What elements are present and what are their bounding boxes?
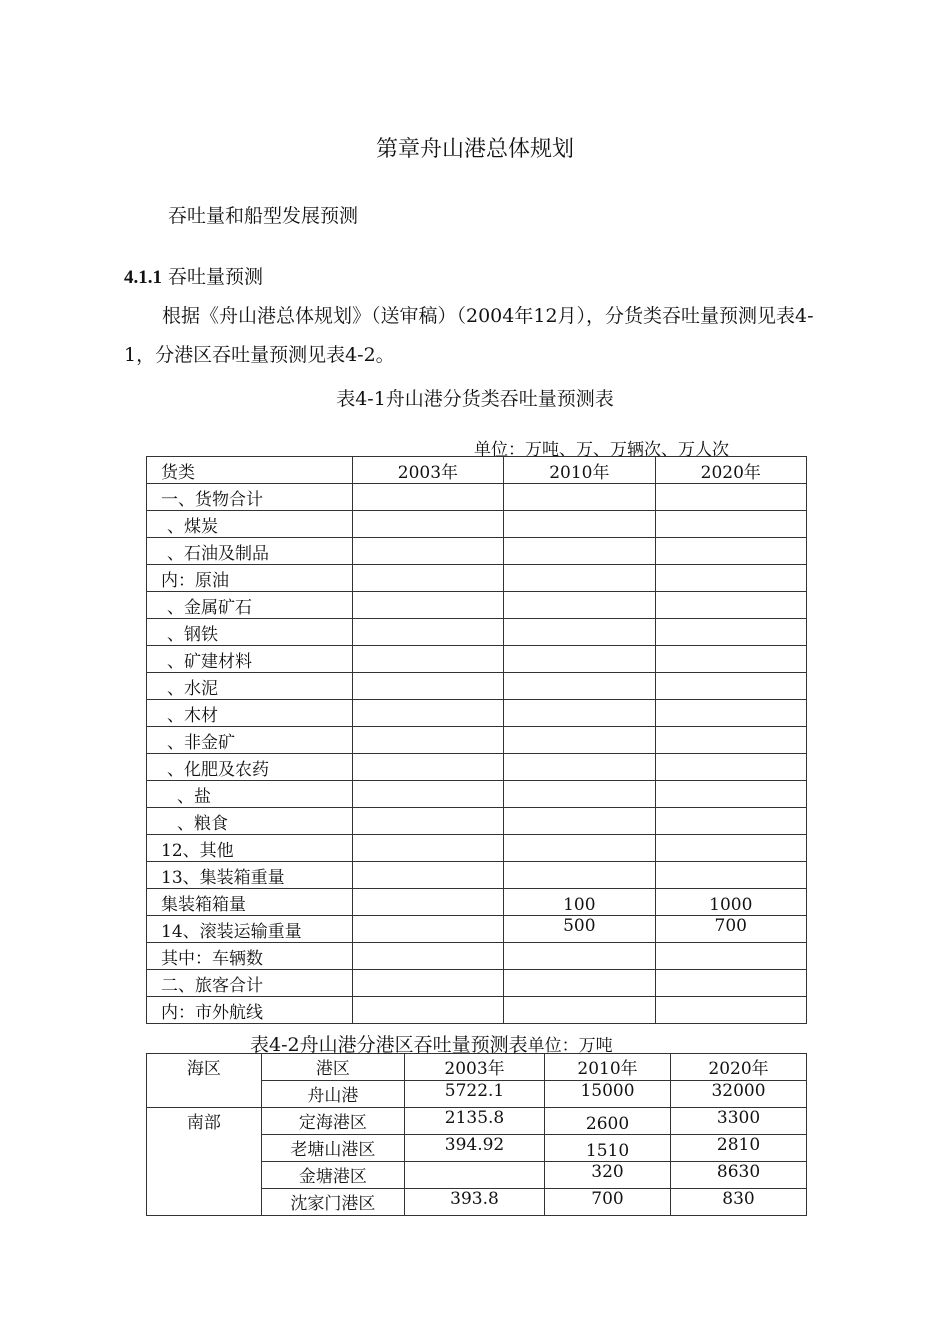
table2-header-row [147, 1054, 807, 1081]
table2-cell: 32000 [671, 1081, 807, 1108]
table1-row [147, 511, 807, 538]
table1-category-cell: 14、滚装运输重量 [147, 916, 353, 943]
table1-value-cell [504, 565, 655, 592]
table1-row [147, 619, 807, 646]
table1-value-cell [655, 592, 806, 619]
table2-cell: 320 [544, 1162, 670, 1189]
body-paragraph: 根据《舟山港总体规划》（送审稿）（2004年12月），分货类吞吐量预测见表4-1，分港区吞吐量预测见表4-2。 [124, 305, 814, 366]
table1-category-cell: 、非金矿 [147, 727, 353, 754]
table1-value-cell [655, 646, 806, 673]
table1-row [147, 646, 807, 673]
table1-category-cell: 货类 [147, 457, 353, 484]
table1-value-cell [352, 538, 503, 565]
table1-value-cell [504, 484, 655, 511]
section-heading: 吞吐量和船型发展预测 [168, 205, 359, 227]
table1-value-cell: 500 [504, 916, 655, 943]
table1-value-cell [352, 754, 503, 781]
table1-category-cell: 、木材 [147, 700, 353, 727]
table1-category-cell: 一、货物合计 [147, 484, 353, 511]
table1-category-cell: 、粮食 [147, 808, 353, 835]
table1-category-cell: 、煤炭 [147, 511, 353, 538]
table1-row [147, 862, 807, 889]
table1-category-cell: 、钢铁 [147, 619, 353, 646]
table1-value-cell [504, 835, 655, 862]
table1-value-cell [655, 997, 806, 1024]
table1-row [147, 916, 807, 943]
table1-value-cell [655, 754, 806, 781]
table1-value-cell [504, 997, 655, 1024]
table2-row [147, 1108, 807, 1135]
table1-value-cell [504, 754, 655, 781]
table1-row [147, 754, 807, 781]
table1-value-cell [352, 592, 503, 619]
table2-cell: 700 [544, 1189, 670, 1216]
table1-value-cell [655, 673, 806, 700]
table1-value-cell [352, 511, 503, 538]
table2-cell: 3300 [671, 1108, 807, 1135]
table2-header-cell: 2020年 [671, 1054, 807, 1081]
table1-row [147, 484, 807, 511]
table1-header-row [147, 457, 807, 484]
table1-row [147, 970, 807, 997]
table1-value-cell [504, 727, 655, 754]
table1-value-cell: 1000 [655, 889, 806, 916]
table1-value-cell: 2010年 [504, 457, 655, 484]
table1-row [147, 889, 807, 916]
table2-cell [405, 1162, 545, 1189]
table1-category-cell: 、金属矿石 [147, 592, 353, 619]
table1-value-cell [655, 511, 806, 538]
table1-row [147, 538, 807, 565]
table1-value-cell [352, 997, 503, 1024]
table1-value-cell [352, 943, 503, 970]
table1-value-cell [352, 619, 503, 646]
table2-cell: 2810 [671, 1135, 807, 1162]
table1-value-cell [504, 781, 655, 808]
table1-value-cell [655, 727, 806, 754]
table1-category-cell: 、化肥及农药 [147, 754, 353, 781]
table1-value-cell [504, 673, 655, 700]
table1-value-cell [352, 835, 503, 862]
table1-value-cell [352, 781, 503, 808]
table2-header-cell: 2003年 [405, 1054, 545, 1081]
table1-caption: 表4-1舟山港分货类吞吐量预测表 [336, 388, 614, 410]
table1-row [147, 943, 807, 970]
table1-row [147, 727, 807, 754]
table1-value-cell [504, 511, 655, 538]
table2-cell: 8630 [671, 1162, 807, 1189]
table2-cell: 金塘港区 [261, 1162, 404, 1189]
table1-value-cell [504, 700, 655, 727]
table2-cell: 定海港区 [261, 1108, 404, 1135]
table1-value-cell: 2020年 [655, 457, 806, 484]
table2-header-cell: 2010年 [544, 1054, 670, 1081]
table1-value-cell [655, 700, 806, 727]
table1-row [147, 700, 807, 727]
subsection-heading [124, 262, 263, 289]
port-area-forecast-table [146, 1053, 807, 1216]
subsection-title: 吞吐量预测 [168, 266, 264, 288]
subsection-number: 4.1.1 [124, 267, 162, 288]
table1-row [147, 673, 807, 700]
table1-value-cell: 700 [655, 916, 806, 943]
table2-cell: 393.8 [405, 1189, 545, 1216]
table2-cell: 394.92 [405, 1135, 545, 1162]
table1-value-cell [655, 808, 806, 835]
table2-cell: 1510 [544, 1135, 670, 1162]
table1-value-cell [352, 484, 503, 511]
table1-category-cell: 其中：车辆数 [147, 943, 353, 970]
table1-value-cell [352, 565, 503, 592]
table1-value-cell [352, 862, 503, 889]
table2-cell: 沈家门港区 [261, 1189, 404, 1216]
table1-value-cell [655, 565, 806, 592]
table1-category-cell: 、盐 [147, 781, 353, 808]
table1-value-cell [504, 619, 655, 646]
page-title: 第章舟山港总体规划 [375, 137, 574, 162]
table1-value-cell [504, 538, 655, 565]
table2-unit: 单位：万吨 [527, 1036, 613, 1056]
table1-category-cell: 、矿建材料 [147, 646, 353, 673]
table1-value-cell [352, 646, 503, 673]
table1-value-cell: 100 [504, 889, 655, 916]
table2-cell: 舟山港 [261, 1081, 404, 1108]
table1-value-cell [655, 970, 806, 997]
table1-value-cell [504, 808, 655, 835]
table2-cell: 5722.1 [405, 1081, 545, 1108]
table1-row [147, 997, 807, 1024]
table1-value-cell [655, 835, 806, 862]
table1-category-cell: 、石油及制品 [147, 538, 353, 565]
table1-value-cell [504, 862, 655, 889]
table1-value-cell [352, 916, 503, 943]
table1-value-cell [352, 889, 503, 916]
table1-value-cell [655, 484, 806, 511]
table1-category-cell: 集装箱箱量 [147, 889, 353, 916]
table1-category-cell: 12、其他 [147, 835, 353, 862]
table2-header-cell: 港区 [261, 1054, 404, 1081]
table1-value-cell [352, 673, 503, 700]
table2-cell: 2600 [544, 1108, 670, 1135]
table1-category-cell: 、水泥 [147, 673, 353, 700]
table1-value-cell [352, 970, 503, 997]
table1-category-cell: 13、集装箱重量 [147, 862, 353, 889]
table1-value-cell [655, 862, 806, 889]
table2-caption: 表4-2舟山港分港区吞吐量预测表 [250, 1034, 528, 1056]
table1-value-cell [504, 943, 655, 970]
table1-value-cell: 2003年 [352, 457, 503, 484]
table2-cell: 2135.8 [405, 1108, 545, 1135]
table1-value-cell [352, 808, 503, 835]
table1-row [147, 565, 807, 592]
cargo-forecast-table [146, 456, 807, 1024]
table1-category-cell: 内：原油 [147, 565, 353, 592]
table2-cell: 830 [671, 1189, 807, 1216]
table1-value-cell [504, 646, 655, 673]
table1-value-cell [352, 700, 503, 727]
table2-cell: 老塘山港区 [261, 1135, 404, 1162]
table1-value-cell [655, 538, 806, 565]
table1-category-cell: 二、旅客合计 [147, 970, 353, 997]
table1-category-cell: 内：市外航线 [147, 997, 353, 1024]
table1-row [147, 781, 807, 808]
table1-row [147, 835, 807, 862]
table1-value-cell [504, 970, 655, 997]
table1-value-cell [352, 727, 503, 754]
table1-unit: 单位：万吨、万、万辆次、万人次 [474, 440, 729, 460]
table1-value-cell [504, 592, 655, 619]
table2-cell: 15000 [544, 1081, 670, 1108]
table1-row [147, 592, 807, 619]
table2-header-cell: 海区 [147, 1054, 262, 1108]
table1-row [147, 808, 807, 835]
table2-region-cell: 南部 [147, 1108, 262, 1216]
table1-value-cell [655, 943, 806, 970]
table1-value-cell [655, 781, 806, 808]
table1-value-cell [655, 619, 806, 646]
